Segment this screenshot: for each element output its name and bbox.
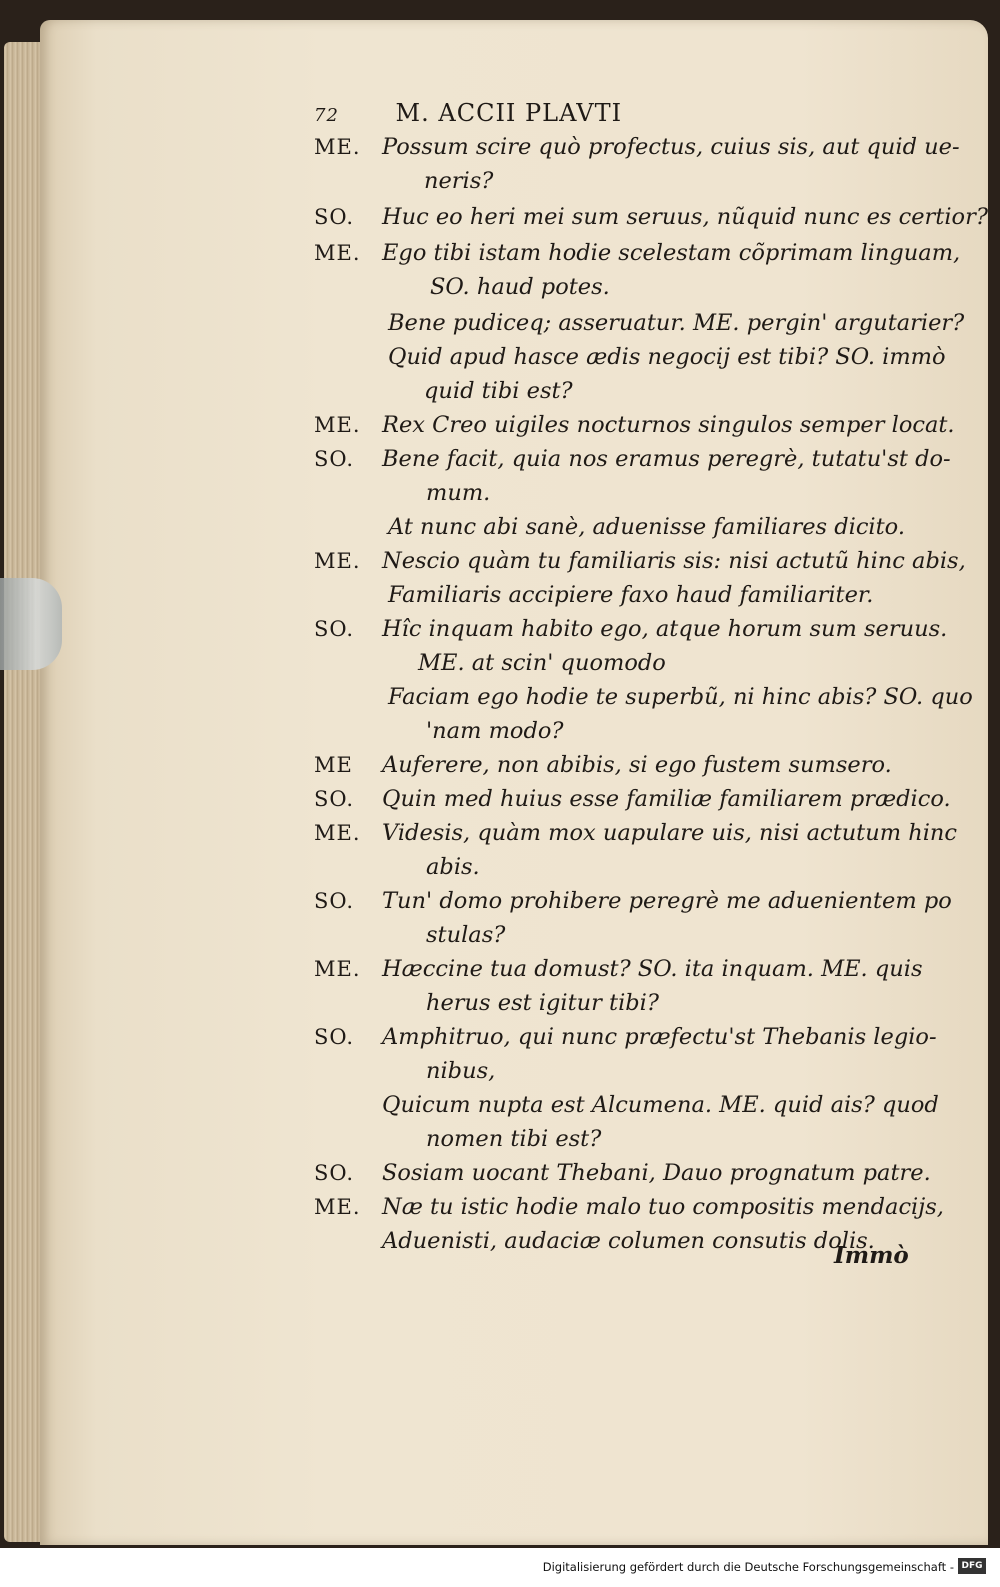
text-line [388, 578, 873, 612]
line-text: Auferere, non abibis, si ego fustem sumsero. [382, 752, 892, 778]
line-text: At nunc abi sanè, aduenisse familiares dicito. [388, 514, 905, 540]
text-line [388, 680, 973, 714]
running-head: M. ACCII PLAVTI [395, 99, 623, 127]
text-line [424, 164, 493, 198]
line-text: Amphitruo, qui nunc præfectu'st Thebanis legio- [382, 1024, 937, 1050]
text-line [314, 1156, 931, 1190]
text-line [426, 918, 505, 952]
line-text: Tun' domo prohibere peregrè me aduenientem po [382, 888, 952, 914]
line-text: Quid apud hasce ædis negocij est tibi? SO. immò [388, 344, 946, 370]
line-text: nomen tibi est? [426, 1126, 602, 1152]
line-text: Hæccine tua domust? SO. ita inquam. ME. quis [382, 956, 923, 982]
line-text: abis. [426, 854, 480, 880]
text-line [426, 986, 659, 1020]
line-text: Possum scire quò profectus, cuius sis, aut quid ue- [382, 134, 960, 160]
line-text: Hîc inquam habito ego, atque horum sum seruus. [382, 616, 948, 642]
text-line [314, 816, 957, 850]
speaker: SO. [314, 205, 355, 229]
text-line [314, 748, 892, 782]
speaker: ME [314, 753, 353, 777]
speaker: SO. [314, 447, 355, 471]
line-text: Familiaris accipiere faxo haud familiariter. [388, 582, 874, 608]
line-text: 'nam modo? [426, 718, 564, 744]
text-line [426, 1122, 601, 1156]
text-line [314, 442, 951, 476]
speaker: SO. [314, 617, 355, 641]
text-line [388, 340, 946, 374]
text-line [314, 782, 951, 816]
footer-bar [0, 1548, 1000, 1587]
text-line [314, 544, 966, 578]
text-line [382, 1224, 875, 1258]
text-line [314, 408, 955, 442]
text-line [388, 510, 905, 544]
text-line [314, 236, 960, 270]
line-text: Videsis, quàm mox uapulare uis, nisi actutum hinc [382, 820, 957, 846]
catchword: Immò [834, 1242, 909, 1269]
text-line [382, 1088, 939, 1122]
page-number: 72 [314, 105, 339, 126]
speaker: ME. [314, 241, 361, 265]
text-line [426, 476, 490, 510]
line-text: ME. at scin' quomodo [418, 650, 666, 676]
text-line [314, 200, 988, 234]
speaker: SO. [314, 1025, 355, 1049]
line-text: herus est igitur tibi? [426, 990, 659, 1016]
dfg-logo: DFG [958, 1558, 986, 1574]
text-line [388, 306, 964, 340]
line-text: Bene facit, quia nos eramus peregrè, tutatu'st do- [382, 446, 951, 472]
line-text: Faciam ego hodie te superbũ, ni hinc abis? SO. quo [388, 684, 973, 710]
speaker: ME. [314, 1195, 361, 1219]
text-line [426, 1054, 495, 1088]
speaker: SO. [314, 889, 355, 913]
text-line [314, 1020, 937, 1054]
page-clip [0, 578, 62, 670]
text-line [424, 374, 573, 408]
funding-credit: Digitalisierung gefördert durch die Deutsche Forschungsgemeinschaft - [542, 1560, 954, 1574]
running-header [314, 96, 622, 130]
line-text: quid tibi est? [424, 378, 573, 404]
line-text: Quin med huius esse familiæ familiarem prædico. [382, 786, 951, 812]
line-text: Aduenisti, audaciæ columen consutis dolis. [382, 1228, 875, 1254]
line-text: Sosiam uocant Thebani, Dauo prognatum patre. [382, 1160, 931, 1186]
text-line [426, 850, 480, 884]
text-line [426, 714, 563, 748]
line-text: Quicum nupta est Alcumena. ME. quid ais? quod [382, 1092, 939, 1118]
speaker: ME. [314, 821, 361, 845]
text-line [430, 270, 610, 304]
line-text: Ego tibi istam hodie scelestam cõprimam linguam, [382, 240, 961, 266]
text-line [314, 1190, 944, 1224]
line-text: neris? [424, 168, 494, 194]
line-text: Næ tu istic hodie malo tuo compositis mendacijs, [382, 1194, 944, 1220]
line-text: SO. haud potes. [430, 274, 610, 300]
line-text: stulas? [426, 922, 506, 948]
speaker: SO. [314, 1161, 355, 1185]
line-text: Rex Creo uigiles nocturnos singulos semper locat. [382, 412, 955, 438]
text-line [418, 646, 666, 680]
text-line [314, 952, 923, 986]
text-line [314, 130, 960, 164]
speaker: ME. [314, 135, 361, 159]
line-text: Nescio quàm tu familiaris sis: nisi actutũ hinc abis, [382, 548, 966, 574]
line-text: Huc eo heri mei sum seruus, nũquid nunc es certior? [382, 204, 988, 230]
speaker: ME. [314, 957, 361, 981]
speaker: ME. [314, 549, 361, 573]
line-text: Bene pudiceq; asseruatur. ME. pergin' argutarier? [388, 310, 965, 336]
line-text: nibus, [426, 1058, 496, 1084]
speaker: ME. [314, 413, 361, 437]
text-line [314, 612, 947, 646]
text-line [314, 884, 952, 918]
speaker: SO. [314, 787, 355, 811]
line-text: mum. [426, 480, 491, 506]
